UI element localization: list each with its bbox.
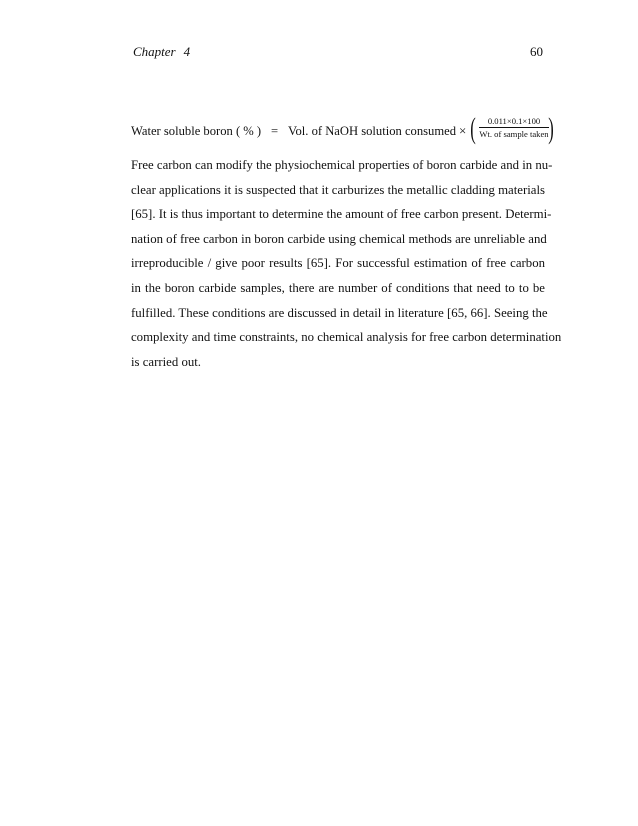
left-parenthesis: ( [470,112,476,145]
fraction-denominator: Wt. of sample taken [479,129,549,139]
page-number: 60 [530,44,543,59]
equation-fraction [479,116,549,139]
paragraph-line: irreproducible / give poor results [65]. For successful estimation of free carbon [131,256,545,271]
right-parenthesis: ) [548,112,554,145]
chapter-label: Chapter [133,44,176,59]
paragraph-line: is carried out. [131,354,202,369]
paragraph-line: in the boron carbide samples, there are number of conditions that need to to be [131,280,545,295]
chapter-number: 4 [183,44,191,59]
fraction-numerator: 0.011×0.1×100 [479,116,549,128]
paragraph-line: complexity and time constraints, no chemical analysis for free carbon determination [131,330,562,345]
paragraph-line: nation of free carbon in boron carbide using chemical methods are unreliable and [131,231,547,246]
paragraph-line: [65]. It is thus important to determine the amount of free carbon present. Determi- [131,207,552,222]
equation-lhs: Water soluble boron ( % ) [131,124,262,138]
body-paragraph [131,153,562,374]
paragraph-line: Free carbon can modify the physiochemical properties of boron carbide and in nu- [131,158,553,172]
paragraph-line: clear applications it is suspected that it carburizes the metallic cladding materials [131,182,545,197]
equation-rhs: Vol. of NaOH solution consumed [288,124,457,138]
paragraph-line: fulfilled. These conditions are discussed in detail in literature [65, 66]. Seeing the [131,305,548,320]
boron-equation [131,112,561,146]
multiply-sign: × [459,123,467,138]
running-header [131,44,545,62]
equals-sign: = [271,124,279,138]
chapter-heading [133,44,190,60]
